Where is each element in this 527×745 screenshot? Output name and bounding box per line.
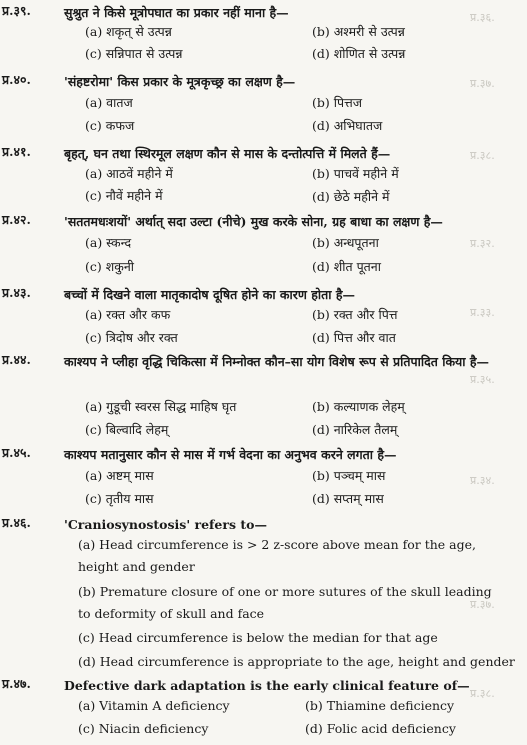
question-text: बच्चों में दिखने वाला मातृकादोष दूषित होने का कारण होता है—: [64, 287, 355, 302]
option-b: (b) Premature closure of one or more sutures of the skull leading to deformity of skull and face: [78, 584, 492, 621]
option-b: (b) पित्तज: [312, 95, 362, 110]
option-c: (c) Head circumference is below the median for that age: [78, 630, 438, 645]
option-d: (d) सप्तम् मास: [312, 491, 384, 506]
bleed-through-marks: प्र.३८.: [470, 149, 495, 162]
question-number: प्र.४४.: [2, 352, 31, 367]
option-d: (d) नारिकेल तैलम्: [312, 422, 398, 437]
option-b: (b) पाचवें महीने में: [312, 166, 399, 181]
option-d: (d) पित्त और वात: [312, 330, 396, 345]
bleed-through-marks: प्र.३८.: [470, 687, 495, 700]
option-b: (b) रक्त और पित्त: [312, 307, 398, 322]
question-text: 'सततमधःशयों' अर्थात् सदा उल्टा (नीचे) मुख करके सोना, ग्रह बाधा का लक्षण है—: [64, 214, 443, 229]
question-number: प्र.४२.: [2, 212, 31, 227]
question-number: प्र.४३.: [2, 285, 31, 300]
question-text: काश्यप ने प्लीहा वृद्धि चिकित्सा में निम्नोक्त कौन–सा योग विशेष रूप से प्रतिपादित किया है—: [64, 354, 490, 369]
option-a: (a) स्कन्द: [85, 235, 132, 250]
option-a: (a) वातज: [85, 95, 133, 110]
question-text: सुश्रुत ने किसे मूत्रोपघात का प्रकार नहीं माना है—: [64, 5, 289, 20]
question-number: प्र.४१.: [2, 144, 31, 159]
option-c: (c) Niacin deficiency: [78, 721, 209, 736]
question-text: Defective dark adaptation is the early clinical feature of—: [64, 678, 470, 693]
option-d: (d) अभिघातज: [312, 118, 383, 133]
option-d: (d) छेठे महीने में: [312, 189, 390, 204]
option-c: (c) त्रिदोष और रक्त: [85, 330, 178, 345]
option-c: (c) सन्निपात से उत्पन्न: [85, 46, 183, 61]
option-b: (b) Thiamine deficiency: [305, 698, 455, 713]
option-c: (c) बिल्वादि लेहम्: [85, 422, 169, 437]
question-number: प्र.४७.: [2, 676, 31, 691]
bleed-through-marks: प्र.३५.: [470, 373, 495, 386]
option-a: (a) रक्त और कफ: [85, 307, 171, 322]
question-number: प्र.४५.: [2, 445, 31, 460]
option-a: (a) आठवें महीने में: [85, 166, 173, 181]
option-b: (b) अन्धपूतना: [312, 235, 379, 250]
option-c: (c) शकुनी: [85, 259, 135, 274]
bleed-through-marks: प्र.३७.: [470, 598, 495, 611]
option-a: (a) शकृत् से उत्पन्न: [85, 24, 172, 39]
option-a: (a) अष्टम् मास: [85, 468, 154, 483]
option-b: (b) पञ्चम् मास: [312, 468, 386, 483]
option-d: (d) Folic acid deficiency: [305, 721, 456, 736]
question-number: प्र.४६.: [2, 515, 31, 530]
question-text: 'Craniosynostosis' refers to—: [64, 517, 267, 532]
option-c: (c) तृतीय मास: [85, 491, 154, 506]
option-c: (c) कफज: [85, 118, 135, 133]
question-text: काश्यप मतानुसार कौन से मास में गर्भ वेदना का अनुभव करने लगता है—: [64, 447, 397, 462]
bleed-through-marks: प्र.३४.: [470, 474, 495, 487]
option-d: (d) शीत पूतना: [312, 259, 381, 274]
option-d: (d) शोणित से उत्पन्न: [312, 46, 406, 61]
question-number: प्र.४०.: [2, 72, 31, 87]
option-a: (a) गुडूची स्वरस सिद्ध माहिष घृत: [85, 399, 237, 414]
option-c: (c) नौवें महीने में: [85, 188, 163, 203]
option-a: (a) Vitamin A deficiency: [78, 698, 230, 713]
option-b: (b) कल्याणक लेहम्: [312, 399, 405, 414]
bleed-through-marks: प्र.३२.: [470, 237, 495, 250]
option-a: (a) Head circumference is > 2 z-score above mean for the age, height and gender: [78, 537, 476, 574]
bleed-through-marks: प्र.३३.: [470, 306, 495, 319]
bleed-through-marks: प्र.३६.: [470, 11, 495, 24]
question-number: प्र.३९.: [2, 3, 31, 18]
bleed-through-marks: प्र.३७.: [470, 77, 495, 90]
option-d: (d) Head circumference is appropriate to the age, height and gender: [78, 654, 515, 669]
question-text: बृहत्, घन तथा स्थिरमूल लक्षण कौन से मास के दन्तोत्पत्ति में मिलते हैं—: [64, 146, 391, 161]
option-b: (b) अश्मरी से उत्पन्न: [312, 24, 405, 39]
question-text: 'संहष्टरोमा' किस प्रकार के मूत्रकृच्छ्र का लक्षण है—: [64, 74, 296, 89]
